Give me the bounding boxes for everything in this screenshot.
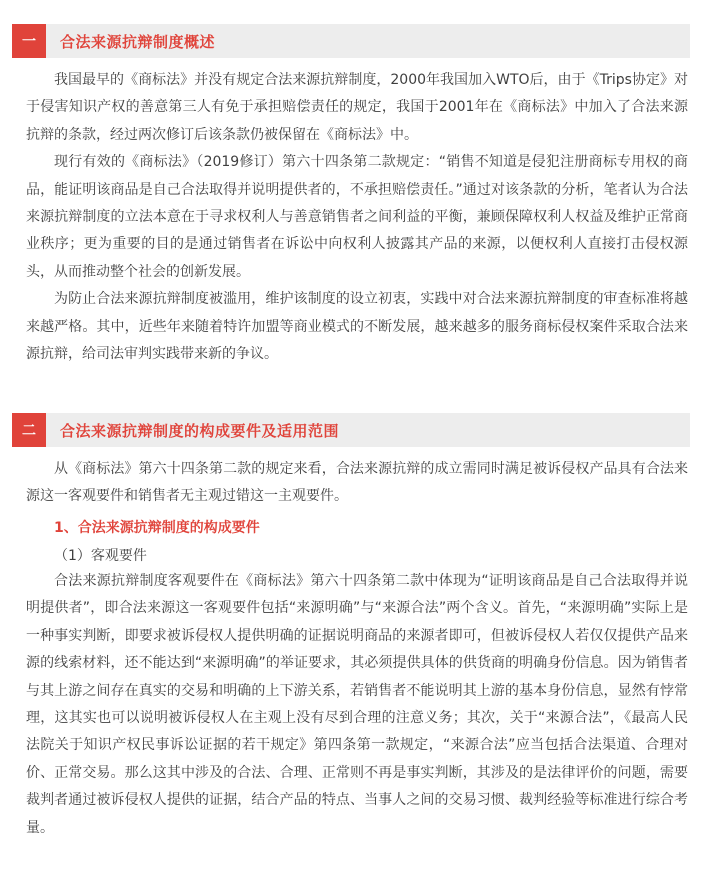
- section-1-body: [26, 67, 688, 368]
- section-2-header: [12, 413, 690, 447]
- section-2-badge: 二: [12, 413, 46, 447]
- section-2-intro-paragraph: 从《商标法》第六十四条第二款的规定来看，合法来源抗辩的成立需同时满足被诉侵权产品具有合法来源这一客观要件和销售者无主观过错这一主观要件。: [26, 461, 688, 505]
- section-1-paragraph-1: 我国最早的《商标法》并没有规定合法来源抗辩制度，2000年我国加入WTO后，由于《Trips协定》对于侵害知识产权的善意第三人有免于承担赔偿责任的规定，我国于2001年在《商标法》中加入了合法来源抗辩的条款，经过两次修订后该条款仍被保留在《商标法》中。: [26, 72, 688, 143]
- section-2-subheading: 1、合法来源抗辩制度的构成要件: [54, 520, 260, 536]
- section-2-title: 合法来源抗辩制度的构成要件及适用范围: [60, 421, 340, 440]
- section-1-paragraph-2: 现行有效的《商标法》（2019修订）第六十四条第二款规定：“销售不知道是侵犯注册商标专用权的商品，能证明该商品是自己合法取得并说明提供者的，不承担赔偿责任。”通过对该条款的分析，笔者认为合法来源抗辩制度的立法本意在于寻求权利人与善意销售者之间利益的平衡，兼顾保障权利人权益及维护正常商业秩序；更为重要的目的是通过销售者在诉讼中向权利人披露其产品的来源，以便权利人直接打击侵权源头，从而推动整个社会的创新发展。: [26, 154, 688, 280]
- section-2-intro: [26, 456, 688, 511]
- section-2-body: [26, 568, 688, 842]
- section-2-body-paragraph: 合法来源抗辩制度客观要件在《商标法》第六十四条第二款中体现为“证明该商品是自己合法取得并说明提供者”，即合法来源这一客观要件包括“来源明确”与“来源合法”两个含义。首先，“来源明确”实际上是一种事实判断，即要求被诉侵权人提供明确的证据说明商品的来源者即可，但被诉侵权人若仅仅提供产品来源的线索材料，还不能达到“来源明确”的举证要求，其必须提供具体的供货商的明确身份信息。因为销售者与其上游之间存在真实的交易和明确的上下游关系，若销售者不能说明其上游的基本身份信息，显然有悖常理，这其实也可以说明被诉侵权人在主观上没有尽到合理的注意义务；其次，关于“来源合法”，《最高人民法院关于知识产权民事诉讼证据的若干规定》第四条第一款规定，“来源合法”应当包括合法渠道、合理对价、正常交易。那么这其中涉及的合法、合理、正常则不再是事实判断，其涉及的是法律评价的问题，需要裁判者通过被诉侵权人提供的证据，结合产品的特点、当事人之间的交易习惯、裁判经验等标准进行综合考量。: [26, 573, 688, 836]
- section-1-paragraph-3: 为防止合法来源抗辩制度被滥用，维护该制度的设立初衷，实践中对合法来源抗辩制度的审查标准将越来越严格。其中，近些年来随着特许加盟等商业模式的不断发展，越来越多的服务商标侵权案件采取合法来源抗辩，给司法审判实践带来新的争议。: [26, 291, 688, 363]
- section-1-header: [12, 24, 690, 58]
- section-1-badge: 一: [12, 24, 46, 58]
- section-2-subsubheading: （1）客观要件: [54, 548, 147, 564]
- section-1-title: 合法来源抗辩制度概述: [60, 32, 216, 51]
